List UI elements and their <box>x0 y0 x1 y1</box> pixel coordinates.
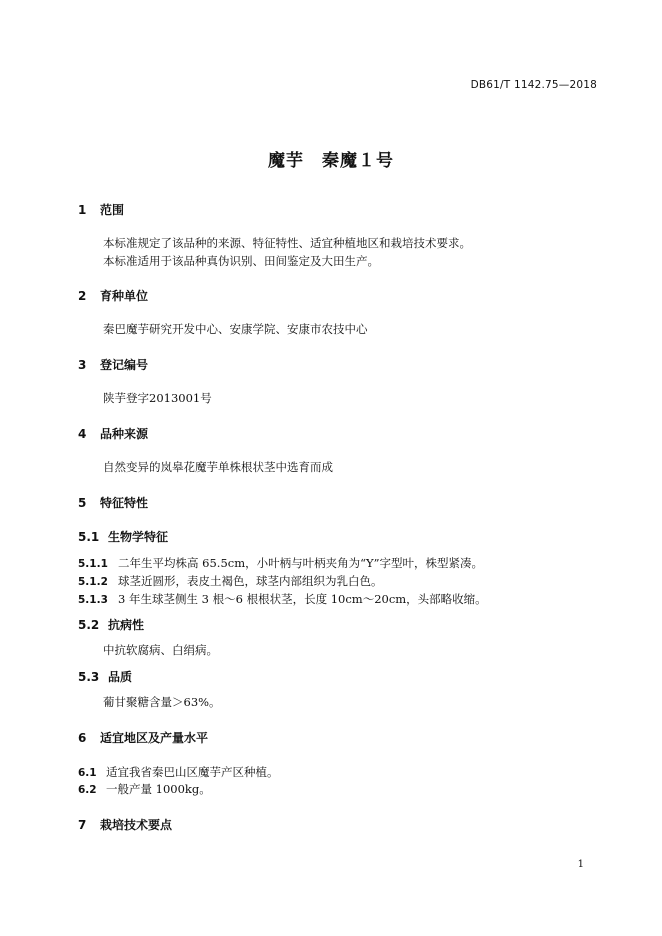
page-number: 1 <box>577 859 584 870</box>
section-title: 栽培技术要点 <box>100 818 173 832</box>
section-heading-2 <box>78 287 148 304</box>
clause-text: 二年生平均株高 65.5cm，小叶柄与叶柄夹角为“Y”字型叶，株型紧凑。 <box>118 556 483 570</box>
clause-number: 6.1 <box>78 767 97 779</box>
document-title: 魔芋 秦魔１号 <box>268 151 394 171</box>
subsection-heading-5-3 <box>78 668 132 685</box>
section-title: 育种单位 <box>100 289 149 303</box>
clause-5-1-2 <box>78 573 383 589</box>
subsection-title: 品质 <box>108 670 133 684</box>
clause-5-1-1 <box>78 555 483 571</box>
subsection-heading-5-2 <box>78 616 144 633</box>
section-number: 5 <box>78 496 87 510</box>
section-title: 范围 <box>100 203 125 217</box>
clause-text: 3 年生球茎侧生 3 根～6 根根状茎，长度 10cm～20cm，头部略收缩。 <box>118 592 487 606</box>
paragraph: 本标准适用于该品种真伪识别、田间鉴定及大田生产。 <box>103 254 379 268</box>
subsection-number: 5.3 <box>78 670 100 684</box>
clause-text: 适宜我省秦巴山区魔芋产区种植。 <box>106 765 279 779</box>
clause-6-2 <box>78 781 211 797</box>
standard-code: DB61/T 1142.75—2018 <box>470 79 597 91</box>
paragraph: 葡甘聚糖含量＞63%。 <box>103 695 221 709</box>
section-number: 1 <box>78 203 87 217</box>
section-number: 2 <box>78 289 87 303</box>
subsection-number: 5.1 <box>78 530 100 544</box>
clause-6-1 <box>78 764 279 780</box>
paragraph: 自然变异的岚皋花魔芋单株根状茎中选育而成 <box>103 460 333 474</box>
section-title: 特征特性 <box>100 496 149 510</box>
subsection-number: 5.2 <box>78 618 100 632</box>
subsection-title: 生物学特征 <box>108 530 169 544</box>
section-heading-4 <box>78 425 148 442</box>
paragraph: 秦巴魔芋研究开发中心、安康学院、安康市农技中心 <box>103 322 368 336</box>
section-number: 3 <box>78 358 87 372</box>
clause-5-1-3 <box>78 591 487 607</box>
section-number: 4 <box>78 427 87 441</box>
section-heading-5 <box>78 494 148 511</box>
section-title: 登记编号 <box>100 358 149 372</box>
section-title: 品种来源 <box>100 427 149 441</box>
paragraph: 陕芋登字2013001号 <box>103 391 212 405</box>
paragraph: 中抗软腐病、白绢病。 <box>103 643 218 657</box>
clause-number: 6.2 <box>78 784 97 796</box>
subsection-heading-5-1 <box>78 528 168 545</box>
subsection-title: 抗病性 <box>108 618 145 632</box>
paragraph: 本标准规定了该品种的来源、特征特性、适宜种植地区和栽培技术要求。 <box>103 236 471 250</box>
clause-text: 一般产量 1000kg。 <box>106 782 211 796</box>
clause-number: 5.1.2 <box>78 576 108 588</box>
clause-text: 球茎近圆形，表皮土褐色，球茎内部组织为乳白色。 <box>118 574 383 588</box>
section-number: 6 <box>78 731 87 745</box>
section-title: 适宜地区及产量水平 <box>100 731 209 745</box>
section-heading-3 <box>78 356 148 373</box>
section-heading-1 <box>78 201 124 218</box>
clause-number: 5.1.1 <box>78 558 108 570</box>
section-heading-7 <box>78 816 172 833</box>
section-number: 7 <box>78 818 87 832</box>
clause-number: 5.1.3 <box>78 594 108 606</box>
section-heading-6 <box>78 729 208 746</box>
